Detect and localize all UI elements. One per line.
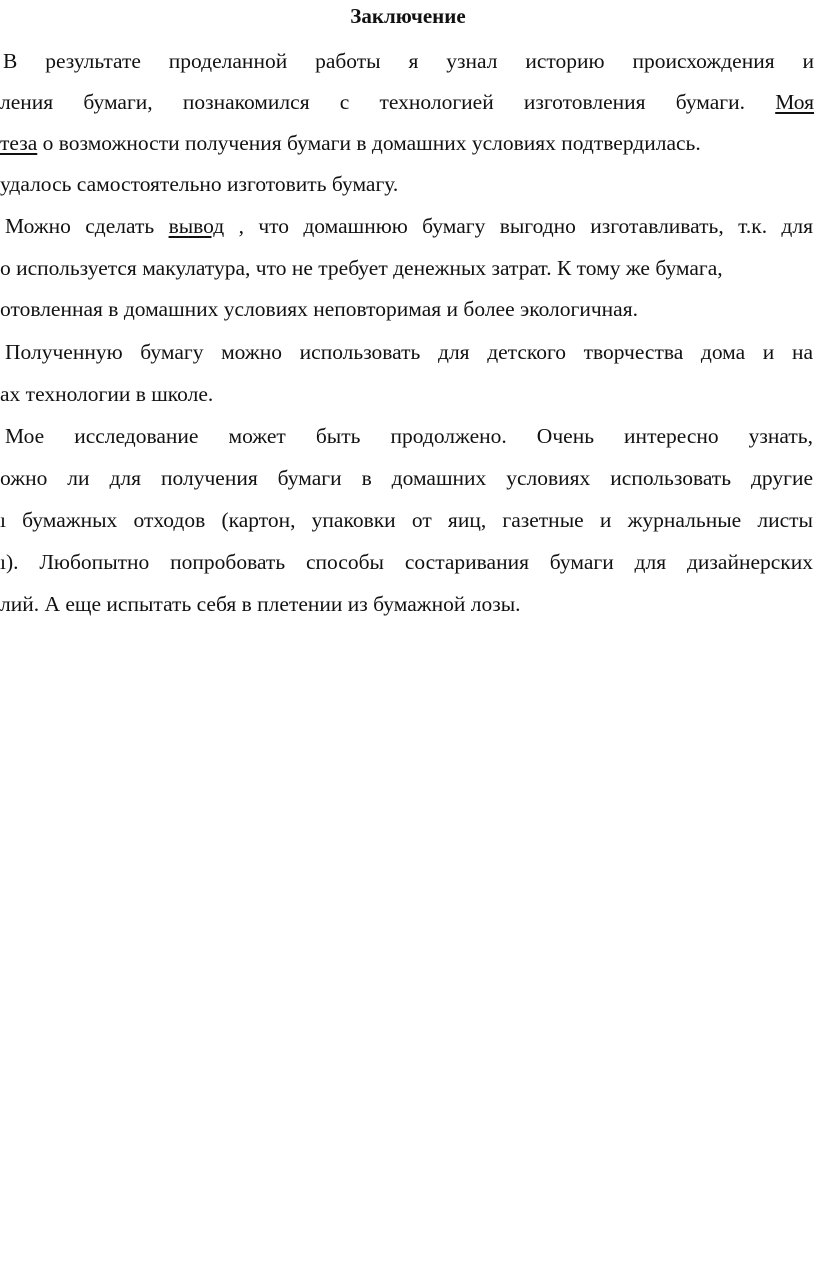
line-text: ı бумажных отходов (картон, упаковки от яиц, газетные и журнальные листы xyxy=(0,508,813,532)
paragraph-line xyxy=(0,127,701,159)
line-text: Можно сделать xyxy=(5,214,169,238)
paragraph-line xyxy=(0,293,638,325)
underlined-word: теза xyxy=(0,131,38,155)
paragraph-line xyxy=(0,168,398,200)
line-text: ı). Любопытно попробовать способы состаривания бумаги для дизайнерских xyxy=(0,550,813,574)
line-text: о используется макулатура, что не требует денежных затрат. К тому же бумага, xyxy=(0,256,723,280)
paragraph-line xyxy=(0,504,813,536)
line-text: Мое исследование может быть продолжено. Очень интересно узнать, xyxy=(5,424,813,448)
underlined-word: вывод xyxy=(168,214,225,238)
paragraph-line xyxy=(5,210,813,242)
line-text: лий. А еще испытать себя в плетении из бумажной лозы. xyxy=(0,592,521,616)
line-text: о возможности получения бумаги в домашних условиях подтвердилась. xyxy=(37,131,701,155)
line-text: ожно ли для получения бумаги в домашних условиях использовать другие xyxy=(0,466,813,490)
document-title: Заключение xyxy=(350,4,466,28)
paragraph-line xyxy=(0,546,813,578)
line-text: ах технологии в школе. xyxy=(0,382,214,406)
line-text: , что домашнюю бумагу выгодно изготавливать, т.к. для xyxy=(238,214,813,238)
line-text: Полученную бумагу можно использовать для детского творчества дома и на xyxy=(5,340,813,364)
line-text: удалось самостоятельно изготовить бумагу. xyxy=(0,172,399,196)
paragraph-line xyxy=(0,462,813,494)
paragraph-line xyxy=(5,420,813,452)
paragraph-line xyxy=(5,336,813,368)
line-text: ления бумаги, познакомился с технологией изготовления бумаги. xyxy=(0,90,746,114)
line-text: В результате проделанной работы я узнал историю происхождения и xyxy=(3,49,814,73)
paragraph-line xyxy=(0,252,723,284)
underlined-word: Моя xyxy=(775,90,815,114)
line-text: отовленная в домашних условиях неповторимая и более экологичная. xyxy=(0,297,638,321)
paragraph-line xyxy=(3,45,814,77)
paragraph-line xyxy=(0,86,814,118)
paragraph-line xyxy=(0,378,213,410)
paragraph-line xyxy=(0,588,521,620)
